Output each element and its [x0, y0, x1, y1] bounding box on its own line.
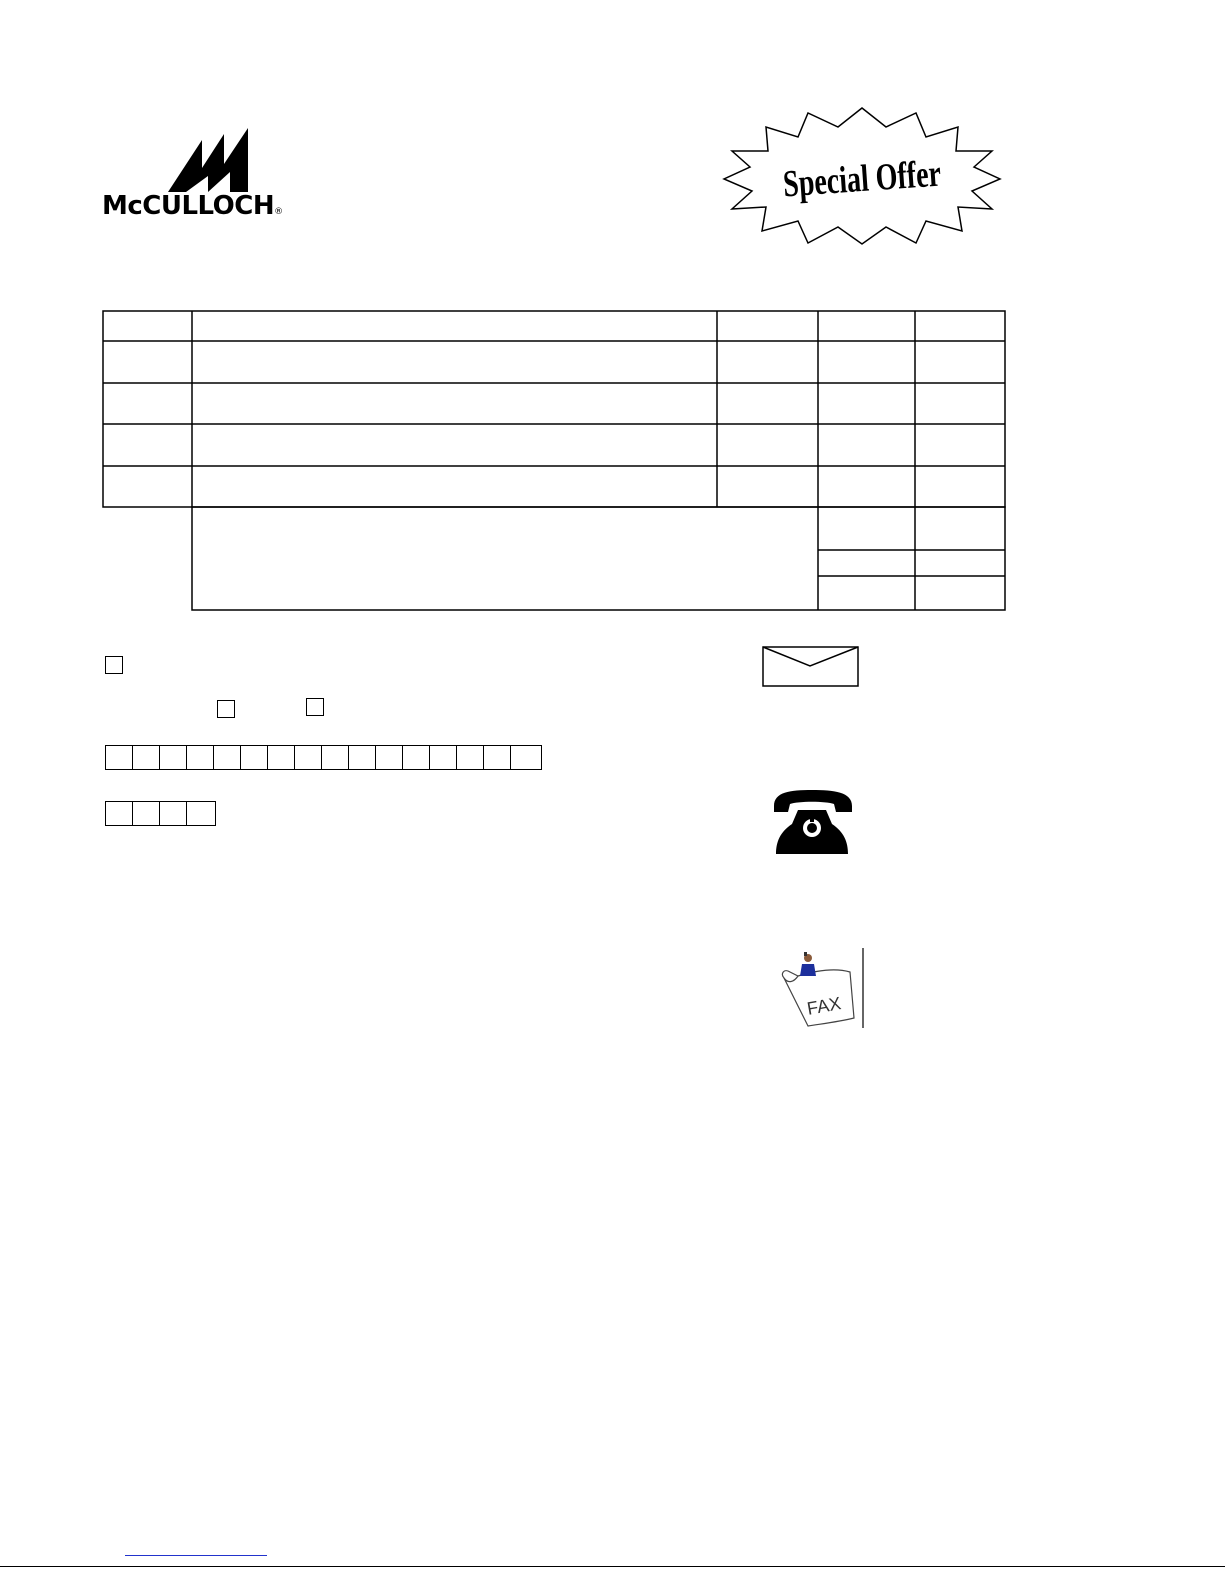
expiry-digit-box[interactable] — [187, 802, 214, 825]
expiry-date-field[interactable] — [105, 801, 216, 826]
card-digit-box[interactable] — [160, 746, 187, 769]
envelope-icon — [762, 646, 859, 687]
card-digit-box[interactable] — [349, 746, 376, 769]
card-number-field[interactable] — [105, 745, 542, 770]
fax-label: FAX — [805, 993, 843, 1019]
mcculloch-logo — [102, 128, 332, 223]
special-offer-badge — [720, 105, 1005, 247]
card-digit-box[interactable] — [241, 746, 268, 769]
footer-link-underline[interactable] — [125, 1555, 267, 1556]
mcculloch-logo-mark — [168, 128, 258, 192]
card-digit-box[interactable] — [214, 746, 241, 769]
fax-icon — [778, 948, 866, 1030]
payment-checkbox[interactable] — [105, 656, 123, 674]
card-digit-box[interactable] — [268, 746, 295, 769]
card-digit-box[interactable] — [511, 746, 538, 769]
card-digit-box[interactable] — [187, 746, 214, 769]
card-type-checkbox-1[interactable] — [217, 700, 235, 718]
card-digit-box[interactable] — [295, 746, 322, 769]
telephone-icon — [770, 788, 855, 856]
card-digit-box[interactable] — [106, 746, 133, 769]
expiry-digit-box[interactable] — [133, 802, 160, 825]
card-digit-box[interactable] — [322, 746, 349, 769]
brand-name: McCULLOCH® — [102, 191, 283, 221]
special-offer-text: Special Offer — [781, 148, 999, 206]
card-digit-box[interactable] — [403, 746, 430, 769]
expiry-digit-box[interactable] — [106, 802, 133, 825]
card-type-checkbox-2[interactable] — [306, 698, 324, 716]
card-digit-box[interactable] — [133, 746, 160, 769]
card-digit-box[interactable] — [457, 746, 484, 769]
expiry-digit-box[interactable] — [160, 802, 187, 825]
order-table — [102, 310, 1007, 612]
footer-divider — [0, 1566, 1225, 1567]
card-digit-box[interactable] — [376, 746, 403, 769]
card-digit-box[interactable] — [430, 746, 457, 769]
card-digit-box[interactable] — [484, 746, 511, 769]
order-totals-block — [192, 507, 1005, 610]
